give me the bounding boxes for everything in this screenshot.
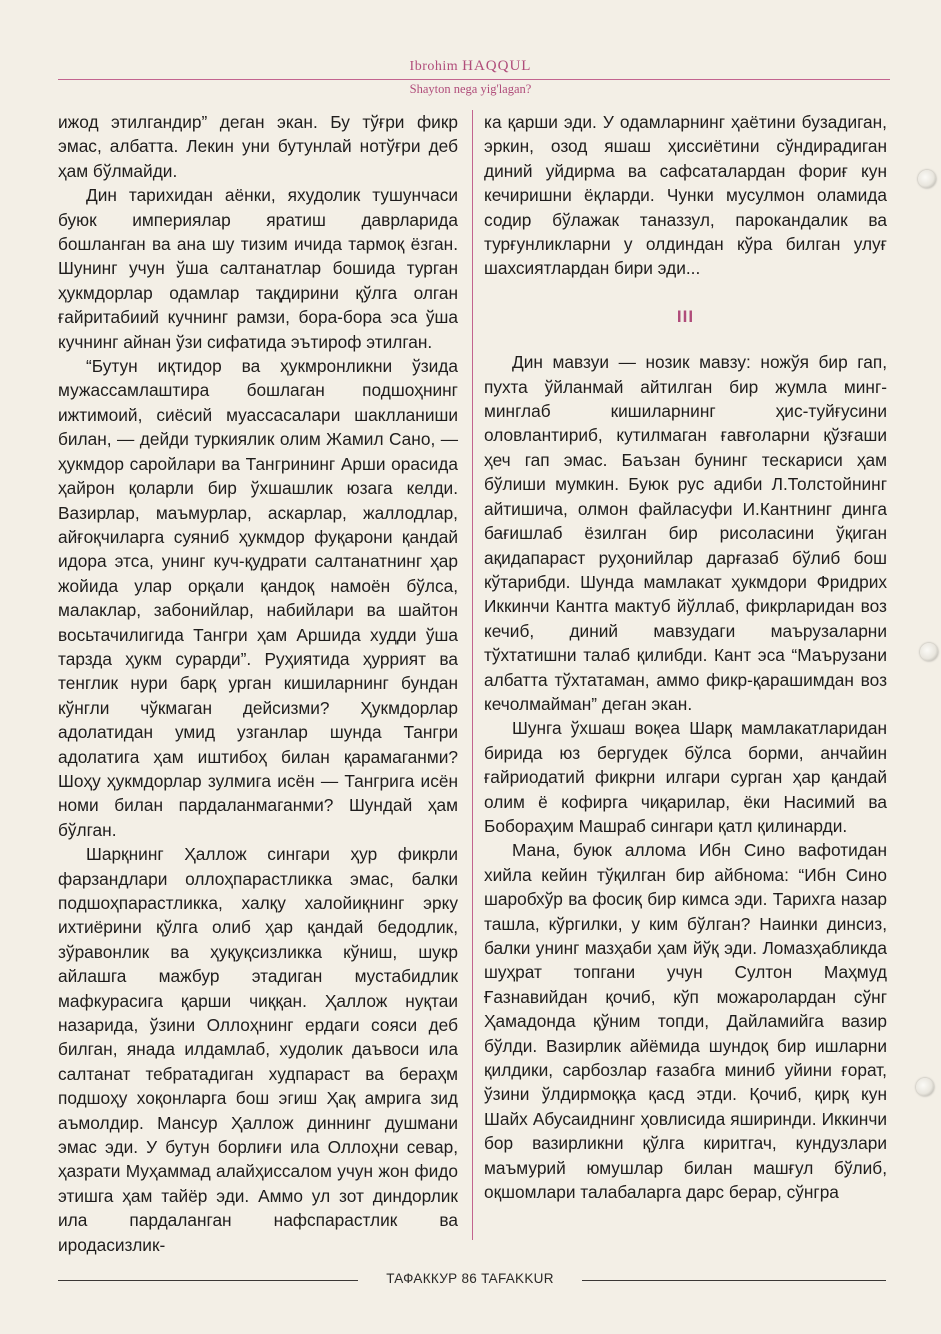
paragraph: “Бутун иқтидор ва ҳукмронликни ўзида мужассамлаштира бошлаган подшоҳнинг ижтимоий, сиёсий муассасалари шаклланиши билан, — дейди туркиялик олим Жамил Сано, — ҳукмдор саройлари ва Тангрининг Арши орасида ҳайрон қоларли бир ўхшашлик юзага келди. Вазирлар, маъмурлар, аскарлар, жаллодлар, айғоқчиларга суяниб ҳукмдор фуқарони қандай идора этса, унинг куч-қудрати салтанатнинг ҳар жойида улар орқали қандоқ намоён бўлса, малаклар, забонийлар, набийлари ва шайтон восьтачилигида Тангри ҳам Аршида худди ўша тарзда ҳукм сурарди”. Руҳиятида ҳуррият ва тенглик нури барқ урган кишиларнинг бундан кўнгли чўкмаган дейсизми? Ҳукмдорлар адолатидан умид узганлар шунда Тангри адолатига ҳам иштибоҳ билан қарамаганми? Шоҳу ҳукмдорлар зулмига исён — Тангрига исён номи билан пардаланмаганми? Шундай ҳам бўлган. — [58, 356, 458, 840]
footer-rule-left — [58, 1280, 358, 1281]
page-footer — [58, 1268, 886, 1292]
column-divider — [472, 110, 473, 1240]
header-rule — [58, 79, 890, 80]
running-header-subtitle: Shayton nega yig'lagan? — [409, 82, 532, 96]
paragraph: ка қарши эди. У одамларнинг ҳаётини бузадиган, эркин, озод яшаш ҳиссиётини сўндирадиган диний уйдирма ва сафсаталардан фориғ кун кечиришни ёқларди. Чунки мусулмон оламида содир бўлажак таназзул, парокандалик ва турғунликларни у олдиндан кўра билган улуғ шахсиятлардан бири эди... — [484, 112, 887, 279]
paragraph: Дин тарихидан аёнки, яхудолик тушунчаси буюк империялар яратиш даврларида бошланган ва ана шу тизим ичида тармоқ ёзган. Шунинг учун ўша салтанатлар бошида турган ҳукмдорлар одамлар тақдирини қўлга олган ғайритабиий кучнинг рамзи, бора-бора эса ўша кучнинг айнан ўзи сифатида эътироф этилган. — [58, 185, 458, 352]
running-header-author — [0, 58, 941, 75]
author-last-name: HAQQUL — [462, 58, 532, 74]
footer-journal-page: ТАФАККУР 86 TAFAKKUR — [386, 1271, 554, 1286]
paragraph: ижод этилгандир” деган экан. Бу тўғри фикр эмас, албатта. Лекин уни бутунлай нотўғри деб ҳам бўлмайди. — [58, 112, 458, 181]
author-first-name: Ibrohim — [409, 59, 459, 74]
paragraph: Дин мавзуи — нозик мавзу: ножўя бир гап, пухта ўйланмай айтилган бир жумла минг-минглаб кишиларнинг ҳис-туйғусини оловлантириб, кутилмаган ғавғоларни қўзғаши ҳеч гап эмас. Баъзан бунинг тескариси ҳам бўлиши мумкин. Буюк рус адиби Л.Толстойнинг айтишича, олмон файласуфи И.Кантнинг динга бағишлаб ёзилган бир рисоласини ўқиган ақидапараст руҳонийлар дарғазаб бўлиб бош кўтарибди. Шунда мамлакат ҳукмдори Фридрих Иккинчи Кантга мактуб йўллаб, фикрларидан воз кечиб, диний мавзудаги маърузаларни тўхтатишни талаб қилибди. Кант эса “Маърузани албатта тўхтатаман, аммо фикр-қарашимдан воз кечолмайман” деган экан. — [484, 352, 887, 714]
right-column — [484, 110, 887, 1204]
binder-hole — [920, 643, 938, 661]
binder-hole — [918, 170, 936, 188]
paragraph: Шарқнинг Ҳаллож сингари ҳур фикрли фарзандлари оллоҳпарастликка эмас, балки подшоҳпарастликка, халқу халойиқнинг эрку ихтиёрини қўлга олиб ҳар қандай бедодлик, зўравонлик ва ҳуқуқсизликка кўниш, шукр айлашга мажбур этадиган мустабидлик мафкурасига қарши чиққан. Ҳаллож нуқтаи назарида, ўзини Оллоҳнинг ердаги сояси деб билган, янада илдамлаб, худолик даъвоси ила салтанат тебратадиган худпараст ва бераҳм подшоҳу хоқонларга бош эгиш Ҳақ амрига зид аъмолдир. Мансур Ҳаллож диннинг душмани эмас эди. У бутун борлиғи ила Оллоҳни севар, ҳазрати Муҳаммад алайҳиссалом учун жон фидо этишга ҳам тайёр эди. Аммо ул зот диндорлик ила пардаланган нафспарастлик ва иродасизлик- — [58, 844, 458, 1255]
section-number: III — [676, 306, 695, 326]
left-column — [58, 110, 458, 1257]
paragraph: Мана, буюк аллома Ибн Сино вафотидан хийла кейин тўқилган бир айбнома: “Ибн Сино шаробхўр ва фосиқ бир кимса эди. Тарихга назар ташла, кўргилки, у ким бўлган? Наинки динсиз, балки унинг мазҳаби ҳам йўқ эди. Ломазҳабликда шуҳрат топгани учун Султон Маҳмуд Ғазнавийдан қочиб, кўп можаролардан сўнг Ҳамадонда қўним топди, Дайламийга вазир бўлди. Вазирлик айёмида шундоқ бир ишларни қилдики, сарбозлар ғазабга миниб уйини ғорат, ўзини ўлдирмоққа қасд этди. Қочиб, қирқ кун Шайх Абусаиднинг ҳовлисида яширинди. Иккинчи бор вазирликни қўлга киритгач, кундузлари маъмурий юмушлар билан машғул бўлиб, оқшомлари талабаларга дарс берар, сўнгра — [484, 840, 887, 1203]
paragraph: Шунга ўхшаш воқеа Шарқ мамлакатларидан бирида юз бергудек бўлса борми, анчайин ғайриодатий фикрни илгари сурган ҳар қандай олим ё кофирга чиқарилар, ёки Насимий ва Бобораҳим Машраб сингари қатл қилинарди. — [484, 718, 887, 836]
binder-hole — [916, 1078, 934, 1096]
footer-rule-right — [582, 1280, 886, 1281]
